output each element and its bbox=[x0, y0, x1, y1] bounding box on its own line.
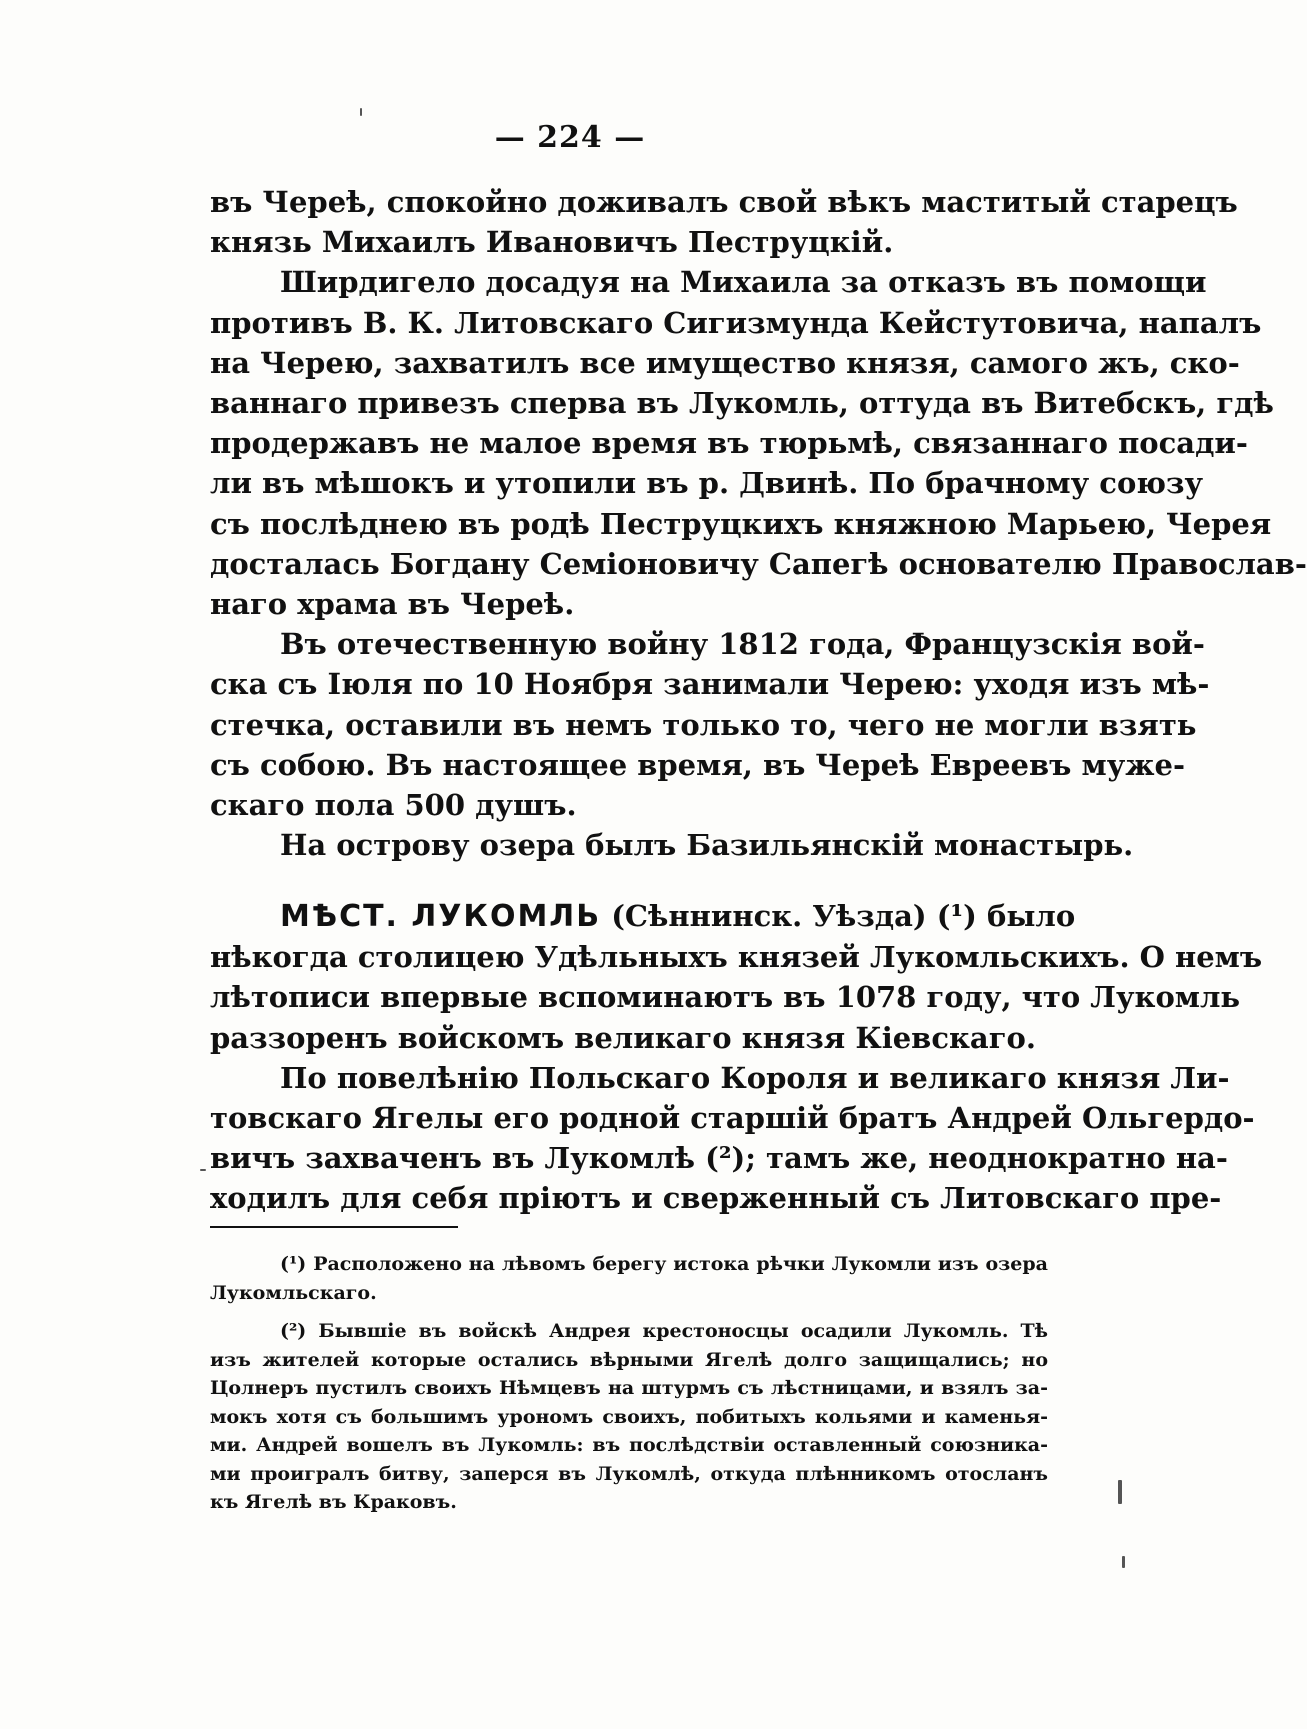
text-line: ходилъ для себя пріютъ и сверженный съ Литовскаго пре- bbox=[210, 1181, 1222, 1216]
text-line: продержавъ не малое время въ тюрьмѣ, связаннаго посади- bbox=[210, 426, 1248, 461]
text-line: ваннаго привезъ сперва въ Лукомль, оттуда въ Витебскъ, гдѣ bbox=[210, 386, 1274, 421]
text-line: противъ В. К. Литовскаго Сигизмунда Кейстутовича, напалъ bbox=[210, 305, 1262, 340]
text-line: раззоренъ войскомъ великаго князя Кіевскаго. bbox=[210, 1020, 1036, 1055]
text-line: скаго пола 500 душъ. bbox=[210, 788, 577, 823]
paragraph-3 bbox=[210, 624, 1210, 825]
text-line: въ Череѣ, спокойно доживалъ свой вѣкъ маститый старецъ bbox=[210, 185, 1238, 219]
text-line: вичъ захваченъ въ Лукомлѣ (²); тамъ же, неоднократно на- bbox=[210, 1141, 1228, 1176]
scan-speck bbox=[360, 108, 362, 116]
footnote-line: Лукомльскаго. bbox=[210, 1281, 377, 1304]
main-text-top bbox=[210, 182, 1307, 865]
footnote-line: (¹) Расположено на лѣвомъ берегу истока рѣчки Лукомли изъ озера bbox=[280, 1253, 1048, 1275]
scan-speck bbox=[1118, 1480, 1122, 1504]
footnote-line: изъ жителей которые остались вѣрными Ягелѣ долго защищались; но bbox=[210, 1348, 1048, 1371]
scan-speck bbox=[200, 1169, 206, 1171]
text-line: Ширдигело досадуя на Михаила за отказъ въ помощи bbox=[280, 265, 1207, 300]
footnotes bbox=[210, 1250, 1048, 1517]
footnote-line: ми проигралъ битву, заперся въ Лукомлѣ, откуда плѣнникомъ отосланъ bbox=[210, 1462, 1048, 1485]
page-number: — 224 — bbox=[494, 120, 646, 155]
text-line: князь Михаилъ Ивановичъ Пеструцкій. bbox=[210, 225, 894, 260]
paragraph-6 bbox=[210, 1058, 1255, 1219]
text-line: лѣтописи впервые вспоминаютъ въ 1078 году, что Лукомль bbox=[210, 980, 1241, 1015]
footnote-line: Цолнеръ пустилъ своихъ Нѣмцевъ на штурмъ съ лѣстницами, и взялъ за- bbox=[210, 1377, 1048, 1399]
footnote-2 bbox=[210, 1317, 1048, 1517]
text-line: съ послѣднею въ родѣ Пеструцкихъ княжною Марьею, Черея bbox=[210, 506, 1272, 541]
text-line: По повелѣнію Польскаго Короля и великаго князя Ли- bbox=[280, 1060, 1230, 1095]
text-line: товскаго Ягелы его родной старшій братъ Андрей Ольгердо- bbox=[210, 1101, 1255, 1136]
text-line: ска съ Іюля по 10 Ноября занимали Черею: уходя изъ мѣ- bbox=[210, 667, 1210, 702]
scan-speck bbox=[1122, 1556, 1125, 1568]
footnote-line: (²) Бывшіе въ войскѣ Андрея крестоносцы осадили Лукомль. Тѣ bbox=[280, 1320, 1048, 1342]
text-line: стечка, оставили въ немъ только то, чего не могли взять bbox=[210, 707, 1197, 742]
footnote-line: къ Ягелѣ въ Краковъ. bbox=[210, 1491, 457, 1513]
footnote-gap bbox=[210, 1307, 1048, 1317]
text-line: на Черею, захватилъ все имущество князя, самого жъ, ско- bbox=[210, 345, 1240, 380]
main-text-bottom bbox=[210, 896, 1263, 1219]
footnote-line: ми. Андрей вошелъ въ Лукомль: въ послѣдствіи оставленный союзника- bbox=[210, 1434, 1048, 1456]
footnote-line: мокъ хотя съ большимъ урономъ своихъ, побитыхъ кольями и каменья- bbox=[210, 1405, 1048, 1428]
footnote-1 bbox=[210, 1250, 1048, 1307]
paragraph-5 bbox=[210, 896, 1263, 1058]
text-line bbox=[210, 896, 1076, 937]
paragraph-1 bbox=[210, 182, 1238, 262]
text-line: съ собою. Въ настоящее время, въ Череѣ Евреевъ муже- bbox=[210, 747, 1186, 782]
heading-continuation: (Сѣннинск. Уѣзда) (¹) было bbox=[601, 899, 1076, 933]
section-heading: МѢСТ. ЛУКОМЛЬ bbox=[280, 899, 602, 934]
paragraph-2 bbox=[210, 262, 1307, 624]
text-line: Въ отечественную войну 1812 года, Французскія вой- bbox=[280, 627, 1205, 662]
text-line: ли въ мѣшокъ и утопили въ р. Двинѣ. По брачному союзу bbox=[210, 466, 1204, 501]
paragraph-4 bbox=[210, 825, 1134, 865]
footnote-divider bbox=[210, 1226, 458, 1228]
text-line: досталась Богдану Семіоновичу Сапегѣ основателю Православ- bbox=[210, 546, 1307, 581]
text-line: наго храма въ Череѣ. bbox=[210, 587, 575, 622]
text-line: На острову озера былъ Базильянскій монастырь. bbox=[280, 828, 1134, 863]
text-line: нѣкогда столицею Удѣльныхъ князей Лукомльскихъ. О немъ bbox=[210, 940, 1263, 975]
